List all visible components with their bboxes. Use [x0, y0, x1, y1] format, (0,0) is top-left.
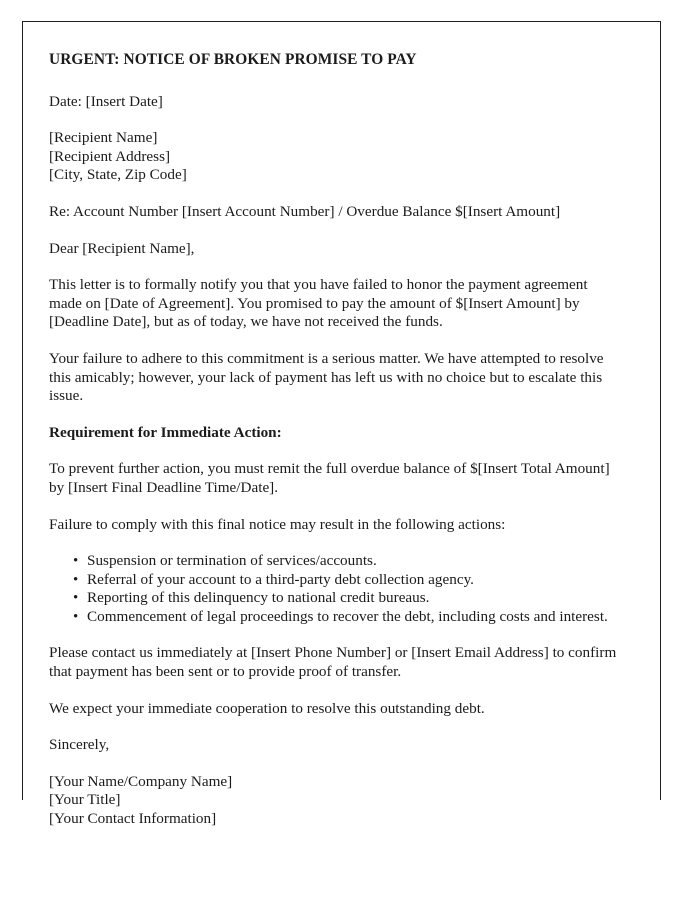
body-paragraph-1: This letter is to formally notify you that you have failed to honor the payment agreement made on [Date of Agreement]. You promised to pay the amount of $[Insert Amount] by [Deadline Date], but as of today, we have not received the funds.: [49, 276, 588, 331]
consequences-list-intro: Failure to comply with this final notice may result in the following actions:: [49, 515, 506, 533]
list-item: • Referral of your account to a third-party debt collection agency.: [49, 571, 619, 590]
recipient-address-block: [49, 129, 619, 185]
recipient-city-state-zip: [City, State, Zip Code]: [49, 166, 187, 184]
list-item: • Suspension or termination of services/accounts.: [49, 552, 619, 571]
subject-line: Re: Account Number [Insert Account Number] / Overdue Balance $[Insert Amount]: [49, 202, 561, 220]
list-item: • Commencement of legal proceedings to recover the debt, including costs and interest.: [49, 608, 619, 627]
letter-body: [49, 51, 619, 829]
signature-name: [Your Name/Company Name]: [49, 772, 233, 790]
section-heading-immediate-action: Requirement for Immediate Action:: [49, 423, 282, 441]
signature-block: [49, 773, 619, 829]
consequences-list: [49, 552, 619, 626]
document-page: [22, 21, 661, 828]
recipient-name: [Recipient Name]: [49, 129, 158, 147]
date-line: Date: [Insert Date]: [49, 92, 163, 110]
list-item: • Reporting of this delinquency to national credit bureaus.: [49, 589, 619, 608]
signature-contact: [Your Contact Information]: [49, 810, 217, 828]
body-paragraph-3: To prevent further action, you must remit the full overdue balance of $[Insert Total Amount] by [Insert Final Deadline Time/Date].: [49, 460, 610, 496]
closing-salutation: Sincerely,: [49, 736, 110, 754]
salutation: Dear [Recipient Name],: [49, 239, 195, 257]
body-paragraph-2: Your failure to adhere to this commitment is a serious matter. We have attempted to resolve this amicably; however, your lack of payment has left us with no choice but to escalate this issue.: [49, 349, 604, 405]
page-title: URGENT: NOTICE OF BROKEN PROMISE TO PAY: [49, 51, 417, 68]
body-paragraph-4: Please contact us immediately at [Insert Phone Number] or [Insert Email Address] to confirm that payment has been sent or to provide proof of transfer.: [49, 644, 617, 681]
recipient-address: [Recipient Address]: [49, 147, 171, 165]
signature-title: [Your Title]: [49, 791, 121, 809]
body-paragraph-5: We expect your immediate cooperation to resolve this outstanding debt.: [49, 699, 485, 717]
